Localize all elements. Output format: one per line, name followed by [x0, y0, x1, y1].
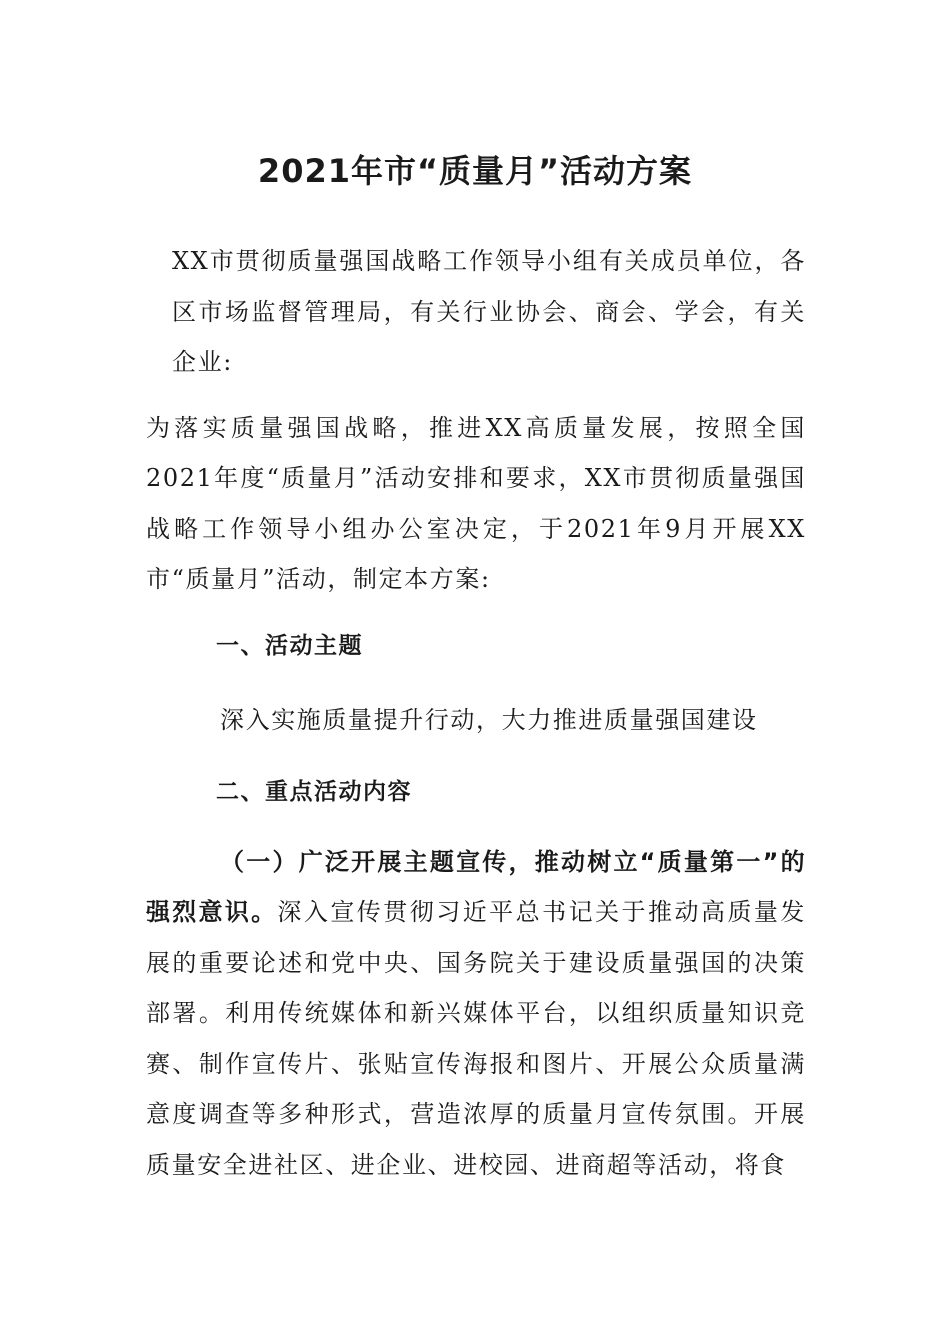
activity-item-lead: （一）广泛开展主题宣传，推动树立“质量第一”的强烈意识。: [146, 847, 806, 926]
activity-item-paragraph: [146, 837, 806, 1191]
section-heading-theme: 一、活动主题: [216, 632, 363, 659]
section-heading-key-activities: 二、重点活动内容: [216, 778, 412, 805]
document-body: [146, 236, 806, 1190]
activity-item-text: 深入宣传贯彻习近平总书记关于推动高质量发展的重要论述和党中央、国务院关于建设质量强国的决策部署。利用传统媒体和新兴媒体平台，以组织质量知识竞赛、制作宣传片、张贴宣传海报和图片、开展公众质量满意度调查等多种形式，营造浓厚的质量月宣传氛围。开展质量安全进社区、进企业、进校园、进商超等活动，将食: [146, 898, 806, 1179]
salutation-paragraph: XX市贯彻质量强国战略工作领导小组有关成员单位，各区市场监督管理局，有关行业协会、商会、学会，有关企业:: [172, 247, 806, 376]
document-title: 2021年市“质量月”活动方案: [257, 152, 693, 191]
theme-text: 深入实施质量提升行动，大力推进质量强国建设: [220, 705, 758, 734]
intro-paragraph: 为落实质量强国战略，推进XX高质量发展，按照全国2021年度“质量月”活动安排和要求，XX市贯彻质量强国战略工作领导小组办公室决定，于2021年9月开展XX市“质量月”活动，制定本方案:: [146, 413, 806, 593]
